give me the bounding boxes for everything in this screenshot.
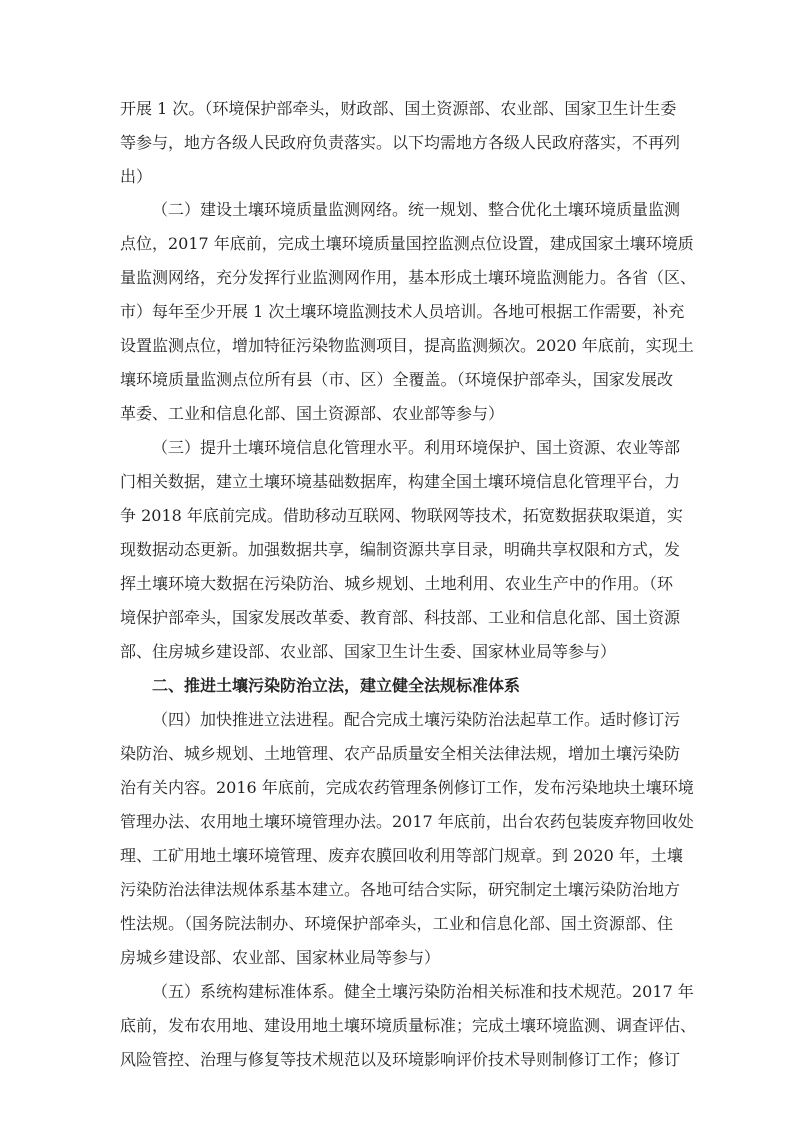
text-line: 性法规。（国务院法制办、环境保护部牵头，工业和信息化部、国土资源部、住 <box>120 914 673 933</box>
text-line: （三）提升土壤环境信息化管理水平。利用环境保护、国土资源、农业等部 <box>152 438 681 457</box>
text-line: 境保护部牵头，国家发展改革委、教育部、科技部、工业和信息化部、国土资源 <box>120 608 681 627</box>
text-line: 点位，2017 年底前，完成土壤环境质量国控监测点位设置，建成国家土壤环境质 <box>120 234 694 253</box>
text-line: 等参与，地方各级人民政府负责落实。以下均需地方各级人民政府落实，不再列 <box>120 133 681 152</box>
text-line: 门相关数据，建立土壤环境基础数据库，构建全国土壤环境信息化管理平台，力 <box>120 472 681 491</box>
text-line: 管理办法、农用地土壤环境管理办法。2017 年底前，出台农药包装废弃物回收处 <box>120 812 694 831</box>
text-line: （四）加快推进立法进程。配合完成土壤污染防治法起草工作。适时修订污 <box>152 710 681 729</box>
text-line: 出） <box>120 167 153 186</box>
text-line: 理、工矿用地土壤环境管理、废弃农膜回收利用等部门规章。到 2020 年，土壤 <box>120 846 683 865</box>
text-line: 染防治、城乡规划、土地管理、农产品质量安全相关法律法规，增加土壤污染防 <box>120 744 681 763</box>
text-line: 治有关内容。2016 年底前，完成农药管理条例修订工作，发布污染地块土壤环境 <box>120 778 694 797</box>
text-line: 开展 1 次。（环境保护部牵头，财政部、国土资源部、农业部、国家卫生计生委 <box>120 99 677 118</box>
text-line: 争 2018 年底前完成。借助移动互联网、物联网等技术，拓宽数据获取渠道，实 <box>120 506 683 525</box>
text-line: 现数据动态更新。加强数据共享，编制资源共享目录，明确共享权限和方式，发 <box>120 540 681 559</box>
text-line: 风险管控、治理与修复等技术规范以及环境影响评价技术导则制修订工作；修订 <box>120 1050 681 1069</box>
text-line: 挥土壤环境大数据在污染防治、城乡规划、土地利用、农业生产中的作用。（环 <box>120 574 673 593</box>
section-heading: 二、推进土壤污染防治立法，建立健全法规标准体系 <box>152 676 521 695</box>
text-line: 污染防治法律法规体系基本建立。各地可结合实际，研究制定土壤污染防治地方 <box>120 880 681 899</box>
text-line: （五）系统构建标准体系。健全土壤污染防治相关标准和技术规范。2017 年 <box>152 982 694 1001</box>
text-line: 市）每年至少开展 1 次土壤环境监测技术人员培训。各地可根据工作需要，补充 <box>120 302 685 321</box>
text-line: 革委、工业和信息化部、国土资源部、农业部等参与） <box>120 404 505 423</box>
text-line: 房城乡建设部、农业部、国家林业局等参与） <box>120 948 441 967</box>
text-line: 底前，发布农用地、建设用地土壤环境质量标准；完成土壤环境监测、调查评估、 <box>120 1016 697 1035</box>
text-line: 设置监测点位，增加特征污染物监测项目，提高监测频次。2020 年底前，实现土 <box>120 336 694 355</box>
text-line: 壤环境质量监测点位所有县（市、区）全覆盖。（环境保护部牵头，国家发展改 <box>120 370 673 389</box>
text-line: 量监测网络，充分发挥行业监测网作用，基本形成土壤环境监测能力。各省（区、 <box>120 268 697 287</box>
text-line: 部、住房城乡建设部、农业部、国家卫生计生委、国家林业局等参与） <box>120 642 617 661</box>
text-line: （二）建设土壤环境质量监测网络。统一规划、整合优化土壤环境质量监测 <box>152 200 681 219</box>
